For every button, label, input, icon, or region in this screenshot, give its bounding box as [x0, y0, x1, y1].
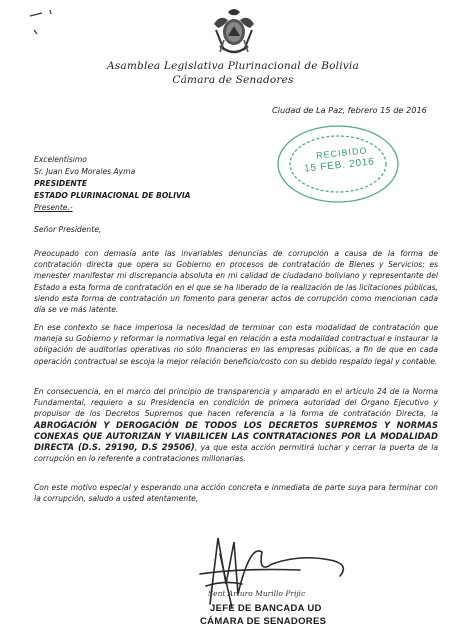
recipient-office: ESTADO PLURINACIONAL DE BOLIVIA [34, 191, 191, 200]
paragraph-3-intro: En consecuencia, en el marco del principio de transparencia y amparado en el artículo 24 de la Norma Fundamental, requiero a su Presidencia en condición de primera autoridad del Órgano Ejecutivo y propulsor de los Decretos Supremos que hacen referencia a la forma de contratación Directa, la [34, 387, 438, 419]
paragraph-1: Preocupado con demasía ante las invariables denuncias de corrupción a causa de la forma de contratación directa que opera su Gobierno en procesos de contratación de Bienes y Servicios; es menester manifestar mi discrepancia absoluta en mi calidad de ciudadano boliviano y representante del Estado a esta forma de contratación en el que se ha liberado de la realización de las licitaciones públicas, siendo esta forma de contratación un fomento para generar actos de corrupción como mencionan cada día se ve más latente. [34, 249, 438, 315]
coat-of-arms-icon [210, 6, 258, 58]
signatory-role: JEFE DE BANCADA UD [210, 603, 322, 614]
chamber-name: Cámara de Senadores [172, 74, 294, 86]
signatory-chamber: CÁMARA DE SENADORES [200, 616, 327, 627]
pen-mark [28, 4, 58, 38]
recipient-name: Sr. Juan Evo Morales Ayma [34, 167, 136, 176]
stamp-label: RECIBIDO [315, 145, 368, 161]
paragraph-3 [34, 386, 438, 464]
stamp-date: 15 FEB. 2016 [303, 156, 376, 175]
signatory-name: Sent Arturo Murillo Prijic [208, 589, 306, 598]
paragraph-4: Con este motivo especial y esperando una acción concreta e inmediata de parte suya para terminar con la corrupción, saludo a usted atentamente, [34, 483, 438, 504]
paragraph-2: En ese contexto se hace imperiosa la necesidad de terminar con esta modalidad de contratación que maneja su Gobierno y reformar la normativa legal en relación a esta modalidad contractual e instaurar la obligación de auditorías operativas no sólo financieras en las empresas públicas, a fin de que en cada operación contractual se escoja la mejor relación beneficio/costo con su debido respaldo legal y contable. [34, 323, 438, 366]
recipient-presente: Presente.- [34, 203, 73, 212]
paragraph-3-closing: , ya que esta acción permitirá luchar y cerrar la puerta de la corrupción en lo referente a contrataciones millonarias. [34, 443, 438, 464]
greeting: Señor Presidente, [34, 225, 102, 234]
date-line: Ciudad de La Paz, febrero 15 de 2016 [272, 105, 427, 115]
institution-name: Asamblea Legislativa Plurinacional de Bolivia [107, 60, 359, 72]
paragraph-3-demand: ABROGACIÓN Y DEROGACIÓN DE TODOS LOS DECRETOS SUPREMOS Y NORMAS CONEXAS QUE AUTORIZAN Y VIABILICEN LAS CONTRATACIONES POR LA MODALIDAD DIRECTA (D.S. 29190, D.S 29506) [34, 419, 438, 453]
handwritten-signature [180, 524, 370, 614]
recipient-title: PRESIDENTE [34, 179, 88, 188]
recipient-salutation: Excelentísimo [34, 155, 87, 164]
